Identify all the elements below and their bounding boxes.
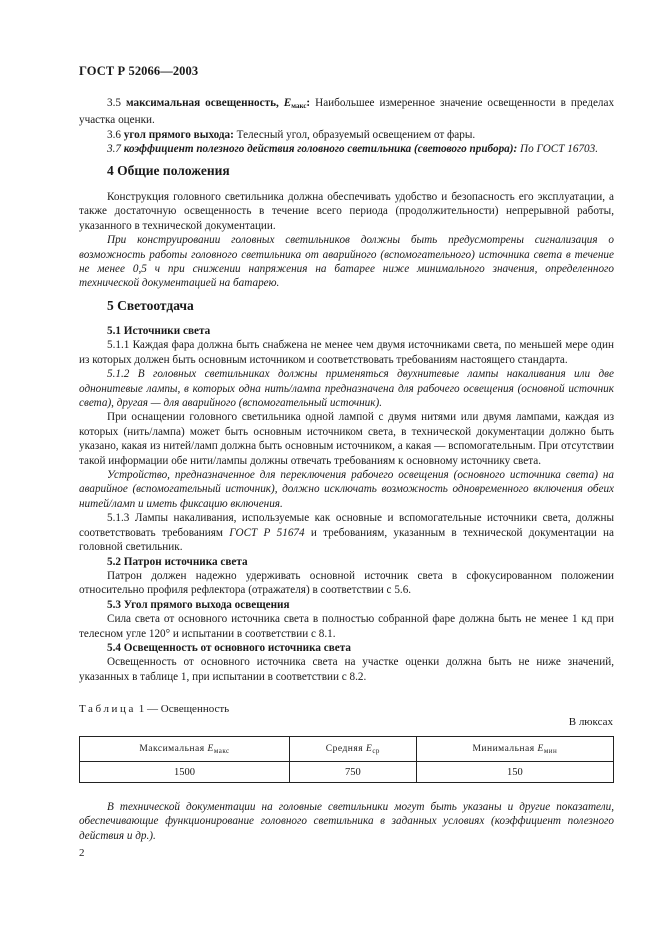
section-5-heading: 5 Светоотдача bbox=[107, 298, 194, 313]
def-3-5-text: Наибольшее измеренное значение освещенности в пределах участка оценки. bbox=[79, 97, 615, 127]
definitions-block bbox=[79, 96, 614, 157]
clause-5-1-2-paragraph-3: Устройство, предназначенное для переключения рабочего освещения (основного источника света) на аварийное (вспомогательный источник), должно исключать возможность одновременного включения обеих нитей/ламп и иметь фиксацию включения. bbox=[79, 469, 614, 510]
def-3-6-term: угол прямого выхода: bbox=[123, 128, 234, 141]
note-text: В технической документации на головные светильники могут быть указаны и другие показатели, обеспечивающие функционирование головного светильника в заданных условиях (коэффициент полезного действия и др.). bbox=[79, 801, 614, 842]
section-4-paragraph-1: Конструкция головного светильника должна обеспечивать удобство и безопасность его эксплуатации, а также достаточную освещенность в течение всего периода (продолжительности) непрерывной работы, указанного в технической документации. bbox=[79, 191, 614, 232]
section-4-paragraph-2: При конструировании головных светильников должны быть предусмотрены сигнализация о возможность работы головного светильника от аварийного (вспомогательного) источника света в течение не менее 0,5 ч при снижении напряжения на батарее ниже минимального значения, определенного технической документацией на батарею. bbox=[79, 234, 614, 290]
gost-reference: ГОСТ Р 51674 bbox=[229, 526, 305, 539]
illuminance-table bbox=[79, 736, 614, 783]
clause-5-1-1: 5.1.1 Каждая фара должна быть снабжена не менее чем двумя источниками света, по меньшей мере один из которых должен быть основным источником и соответствовать требованиям настоящего стандарта. bbox=[79, 339, 614, 366]
clause-5-1-2-paragraph-2: При оснащении головного светильника одной лампой с двумя нитями или двумя лампами, каждая из которых (нить/лампа) может быть основным источником света, в технической документации должно быть указано, какая из нитей/ламп должна быть основным источником, а какая — вспомогательным. При отсутствии такой информации обе нити/лампы должны отвечать требованиям к основному источнику света. bbox=[79, 411, 614, 467]
subsection-5-2-heading: 5.2 Патрон источника света bbox=[107, 555, 248, 568]
def-3-5-number: 3.5 bbox=[107, 97, 121, 109]
table-row bbox=[80, 762, 614, 783]
clause-5-1-2: 5.1.2 В головных светильниках должны применяться двухнитевые лампы накаливания или две однонитевые лампы, в которых одна нить/лампа предназначена для рабочего освещения (основной источник света), другая — для аварийного (вспомогательный источник). bbox=[79, 368, 614, 410]
def-3-7-term: коэффициент полезного действия головного светильника (светового прибора): bbox=[123, 143, 518, 156]
subsection-5-4-text: Освещенность от основного источника света на участке оценки должна быть не ниже значений, указанных в таблице 1, при испытании в соответствии с 8.2. bbox=[79, 656, 614, 683]
definition-3-5: 3.5 максимальная освещенность, $E_{макс}$: Наибольшее измеренное значение освещенности в пределах участка оценки. bbox=[79, 97, 615, 127]
def-3-7-text: По ГОСТ 16703. bbox=[520, 143, 599, 156]
subsection-5-3-text: Сила света от основного источника света в полностью собранной фаре должна быть не менее 1 кд при телесном угле 120° и испытании в соответствии с 8.1. bbox=[79, 613, 614, 640]
value-min: 150 bbox=[416, 762, 613, 783]
table-unit-label: В люксах bbox=[568, 716, 613, 728]
def-3-5-symbol: $E_{макс}$ bbox=[283, 97, 307, 110]
page-number: 2 bbox=[79, 847, 85, 859]
section-4-body bbox=[79, 190, 614, 291]
subsection-5-1-heading: 5.1 Источники света bbox=[107, 325, 211, 337]
definition-3-7: 3.7 коэффициент полезного действия головного светильника (светового прибора): По ГОСТ 16703. bbox=[107, 143, 599, 156]
header-min: Минимальная $E_{мин}$ bbox=[416, 737, 613, 762]
section-5-body bbox=[79, 324, 614, 684]
value-max: 1500 bbox=[80, 762, 290, 783]
table-caption: Таблица 1 — Освещенность bbox=[79, 703, 230, 715]
def-3-6-text: Телесный угол, образуемый освещением от фары. bbox=[236, 128, 476, 141]
header-avg: Средняя $E_{ср}$ bbox=[290, 737, 417, 762]
definition-3-6: 3.6 угол прямого выхода: Телесный угол, образуемый освещением от фары. bbox=[107, 128, 476, 141]
clause-5-1-3: 5.1.3 Лампы накаливания, используемые как основные и вспомогательные источники света, должны соответствовать требованиям ГОСТ Р 51674 и требованиям, указанным в технической документации на головной светильник. bbox=[79, 512, 615, 554]
subsection-5-4-heading: 5.4 Освещенность от основного источника света bbox=[107, 641, 351, 654]
standard-header: ГОСТ Р 52066—2003 bbox=[79, 64, 199, 78]
def-3-5-term: максимальная освещенность, bbox=[125, 97, 279, 109]
header-max: Максимальная $E_{макс}$ bbox=[80, 737, 290, 762]
subsection-5-3-heading: 5.3 Угол прямого выхода освещения bbox=[107, 598, 290, 611]
value-avg: 750 bbox=[290, 762, 417, 783]
section-4-heading: 4 Общие положения bbox=[107, 163, 230, 178]
table-header-row bbox=[80, 737, 614, 762]
note-block bbox=[79, 800, 614, 843]
subsection-5-2-text: Патрон должен надежно удерживать основной источник света в сфокусированном положении относительно профиля рефлектора (отражателя) в соответствии с 5.6. bbox=[79, 569, 614, 597]
